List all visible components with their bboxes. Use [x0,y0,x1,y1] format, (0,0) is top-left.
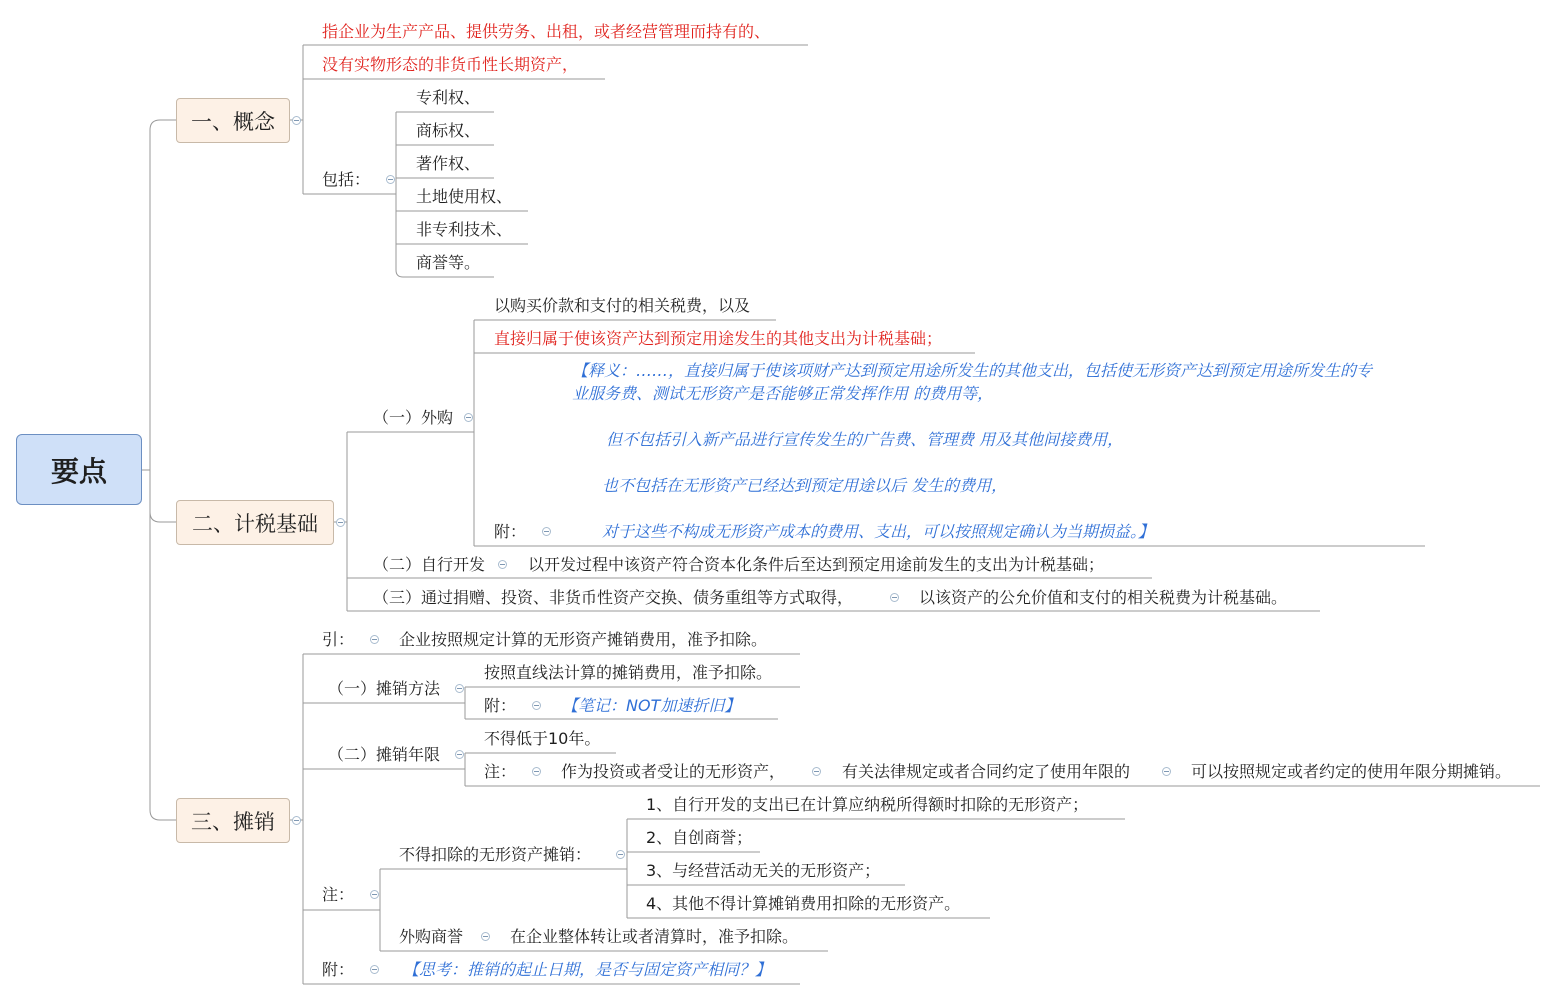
purchase-text-line2: 直接归属于使该资产达到预定用途发生的其他支出为计税基础； [494,329,943,348]
period-text: 不得低于10年。 [484,729,601,748]
period-note-text1: 作为投资或者受让的无形资产， [561,762,786,781]
collapse-icon[interactable] [498,560,507,569]
collapse-icon[interactable] [464,413,473,422]
collapse-icon[interactable] [532,701,541,710]
collapse-icon[interactable] [890,593,899,602]
purchase-note-line2: 业服务费、测试无形资产是否能够正常发挥作用 的费用等， [572,384,994,403]
note-label: 注： [322,885,355,904]
period-label: （二）摊销年限 [328,745,441,764]
collapse-icon[interactable] [616,850,625,859]
include-item: 商标权、 [416,121,481,140]
other-acquire-text: 以该资产的公允价值和支付的相关税费为计税基础。 [919,588,1288,607]
collapse-icon[interactable] [1162,767,1171,776]
include-item: 非专利技术、 [416,220,513,239]
method-note-label: 附： [484,696,517,715]
include-item: 土地使用权、 [416,187,513,206]
final-note-label: 附： [322,960,355,979]
root-node[interactable]: 要点 [16,434,142,505]
other-acquire-label: （三）通过捐赠、投资、非货币性资产交换、债务重组等方式取得， [373,588,854,607]
collapse-icon[interactable] [336,518,345,527]
concept-definition-line1: 指企业为生产产品、提供劳务、出租，或者经营管理而持有的、 [322,22,771,41]
collapse-icon[interactable] [812,767,821,776]
include-item: 著作权、 [416,154,481,173]
no-deduct-item: 3、与经营活动无关的无形资产； [646,861,881,880]
period-note-text2: 有关法律规定或者合同约定了使用年限的 [842,762,1131,781]
intro-label: 引： [322,630,355,649]
section-amortization-node[interactable]: 三、摊销 [176,798,290,843]
method-label: （一）摊销方法 [328,679,441,698]
include-item: 专利权、 [416,88,481,107]
collapse-icon[interactable] [370,965,379,974]
collapse-icon[interactable] [455,750,464,759]
method-note-text: 【笔记：NOT加速折旧】 [562,696,741,715]
concept-include-label: 包括： [322,170,371,189]
collapse-icon[interactable] [370,890,379,899]
purchase-text-line1: 以购买价款和支付的相关税费，以及 [494,296,751,315]
purchase-note-line1: 【释义：……，直接归属于使该项财产达到预定用途所发生的其他支出，包括使无形资产达到预定用途所发生的专 [572,361,1373,380]
final-note-text: 【思考：推销的起止日期，是否与固定资产相同？】 [403,960,772,979]
period-note-text3: 可以按照规定或者约定的使用年限分期摊销。 [1191,762,1512,781]
section-tax-basis-node[interactable]: 二、计税基础 [176,500,334,545]
collapse-icon[interactable] [542,527,551,536]
no-deduct-item: 1、自行开发的支出已在计算应纳税所得额时扣除的无形资产； [646,795,1089,814]
section-concept-node[interactable]: 一、概念 [176,98,290,143]
collapse-icon[interactable] [386,175,395,184]
collapse-icon[interactable] [370,635,379,644]
purchase-note-line3: 但不包括引入新产品进行宣传发生的广告费、管理费 用及其他间接费用， [606,430,1124,449]
purchase-note-line5: 对于这些不构成无形资产成本的费用、支出，可以按照规定确认为当期损益。】 [602,522,1155,541]
period-note-label: 注： [484,762,517,781]
collapse-icon[interactable] [292,116,301,125]
collapse-icon[interactable] [481,932,490,941]
goodwill-label: 外购商誉 [399,927,464,946]
no-deduct-label: 不得扣除的无形资产摊销： [399,845,592,864]
collapse-icon[interactable] [532,767,541,776]
concept-definition-line2: 没有实物形态的非货币性长期资产， [322,55,579,74]
collapse-icon[interactable] [455,684,464,693]
include-item: 商誉等。 [416,253,481,272]
self-develop-label: （二）自行开发 [373,555,486,574]
no-deduct-item: 4、其他不得计算摊销费用扣除的无形资产。 [646,894,961,913]
self-develop-text: 以开发过程中该资产符合资本化条件后至达到预定用途前发生的支出为计税基础； [528,555,1105,574]
purchase-note-line4: 也不包括在无形资产已经达到预定用途以后 发生的费用， [602,476,1008,495]
purchase-note-label: 附： [494,522,527,541]
intro-text: 企业按照规定计算的无形资产摊销费用，准予扣除。 [399,630,768,649]
goodwill-text: 在企业整体转让或者清算时，准予扣除。 [510,927,799,946]
purchase-label: （一）外购 [373,408,454,427]
collapse-icon[interactable] [292,816,301,825]
method-text: 按照直线法计算的摊销费用，准予扣除。 [484,663,773,682]
no-deduct-item: 2、自创商誉； [646,828,753,847]
